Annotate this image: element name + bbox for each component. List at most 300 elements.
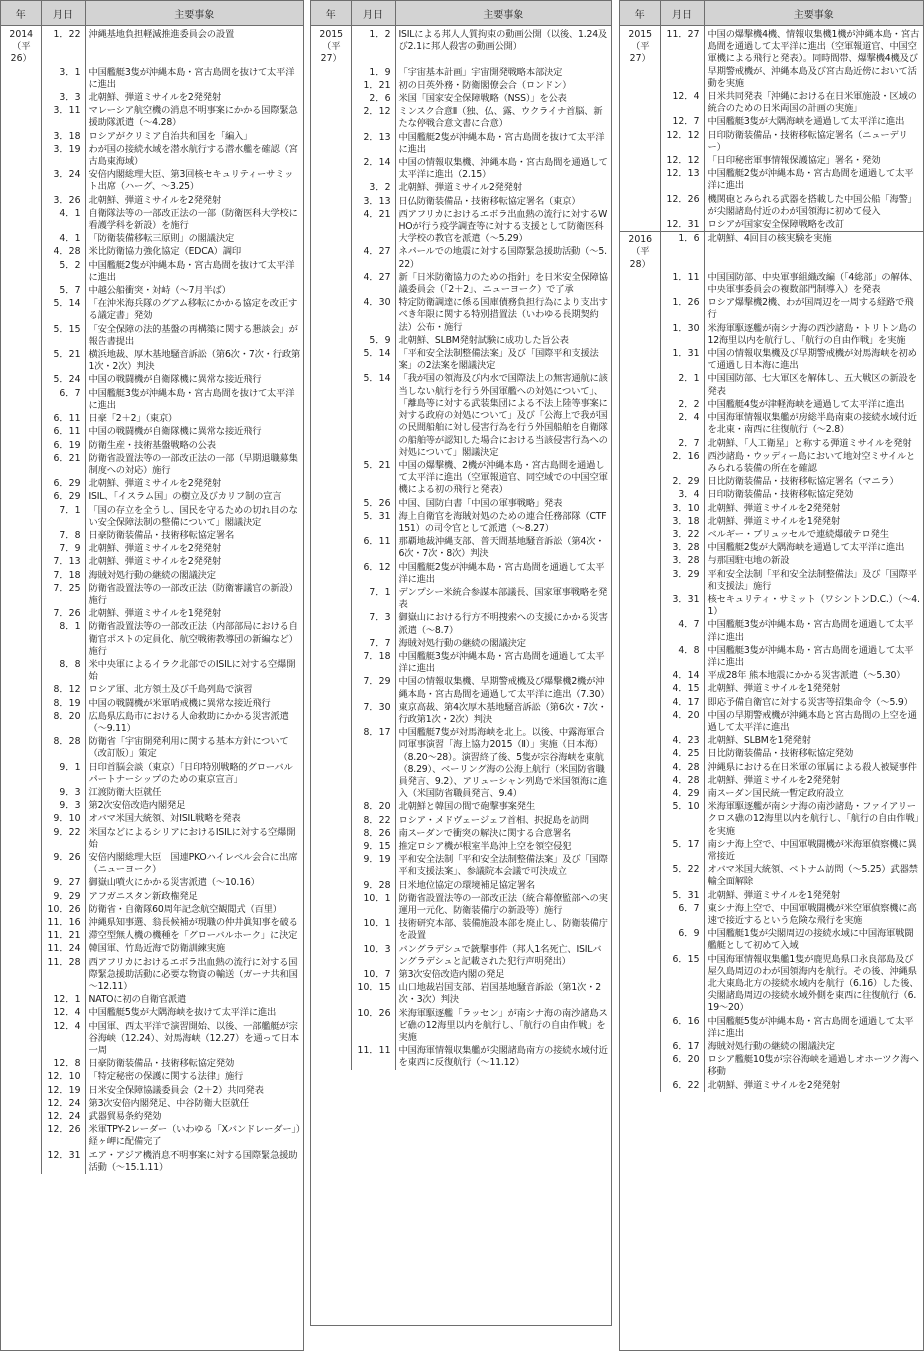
year-cell xyxy=(620,347,660,372)
table-row xyxy=(1,387,303,412)
event-cell: 東京高裁、第4次厚木基地騒音訴訟（第6次・7次・行政第1次・2次）判決 xyxy=(398,701,607,725)
table-row xyxy=(311,535,611,560)
event-cell: 中国艦艇7隻が対馬海峡を北上。以後、中露海軍合同軍事演習「海上協力2015（Ⅱ）」実施（日本海）（8.20～28）。演習終了後、5隻が宗谷海峡を東航（8.29）、ベーリング海の公海上航行（米国防省職員発言、9.2）、アリューシャン列島で米国領海に進入（米国防省職員発言、9.4） xyxy=(398,727,608,800)
chronology-column-1 xyxy=(0,0,307,1351)
event-cell: 中国艦艇5隻が大隅海峡を抜けて太平洋に進出 xyxy=(88,1007,277,1019)
table-row xyxy=(620,115,923,128)
event-cell: 中国艦艇2隻が沖縄本島・宮古島間を通過して太平洋に進出 xyxy=(398,561,605,585)
table-row xyxy=(1,284,303,297)
year-cell xyxy=(1,529,41,542)
date-cell: 2．13 xyxy=(351,131,395,156)
date-cell: 3．10 xyxy=(660,502,704,515)
table-row xyxy=(620,528,923,541)
year-cell xyxy=(311,131,351,156)
date-cell: 4．17 xyxy=(660,696,704,709)
table-row xyxy=(311,814,611,827)
table-row xyxy=(311,561,611,586)
event-cell: 米海軍駆逐艦が南シナ海の西沙諸島・トリトン島の12海里以内を航行し、「航行の自由作戦」を実施 xyxy=(707,322,917,346)
table-row xyxy=(1,916,303,929)
table-row xyxy=(620,1053,923,1078)
date-cell: 12．13 xyxy=(660,167,704,192)
event-cell: 中国艦艇4隻が津軽海峡を通過して太平洋に進出 xyxy=(707,398,905,410)
table-row xyxy=(620,902,923,927)
table-row xyxy=(1,194,303,207)
date-cell: 12．4 xyxy=(41,1006,85,1019)
year-cell xyxy=(620,554,660,567)
event-cell: 米海軍駆逐艦が南シナ海の南沙諸島・ファイアリークロス礁の12海里以内を航行し、「航行の自由作戦」を実施 xyxy=(707,801,919,837)
event-cell: ISIL、「イスラム国」の樹立及びカリフ制の宣言 xyxy=(88,491,282,503)
event-cell: 平成28年 熊本地震にかかる災害派遣（～5.30） xyxy=(707,670,906,682)
year-cell xyxy=(1,1149,41,1174)
year-cell xyxy=(311,853,351,878)
date-cell: 7．18 xyxy=(351,650,395,675)
table-row xyxy=(1,683,303,696)
date-cell: 6．7 xyxy=(660,902,704,927)
year-cell xyxy=(620,774,660,787)
event-cell: ロシアがクリミア自治共和国を「編入」 xyxy=(88,130,253,142)
table-row xyxy=(311,26,611,66)
event-cell: 「宇宙基本計画」宇宙開発戦略本部決定 xyxy=(398,66,563,78)
table-row xyxy=(1,735,303,760)
date-cell: 2．7 xyxy=(660,437,704,450)
year-cell xyxy=(620,889,660,902)
date-cell: 12．4 xyxy=(660,90,704,115)
event-cell: 中越公船衝突・対峙（～7月半ば） xyxy=(88,285,231,297)
year-cell xyxy=(1,942,41,955)
event-cell: 日豪「2＋2」（東京） xyxy=(88,413,178,425)
table-row xyxy=(620,838,923,863)
year-cell xyxy=(311,1007,351,1045)
table-row xyxy=(1,490,303,503)
date-cell: 6．20 xyxy=(660,1053,704,1078)
year-cell xyxy=(311,586,351,611)
date-cell: 8．19 xyxy=(41,697,85,710)
year-cell xyxy=(620,193,660,218)
table-row xyxy=(311,181,611,194)
year-cell xyxy=(1,761,41,786)
date-cell: 2．2 xyxy=(660,398,704,411)
table-row xyxy=(311,66,611,79)
year-cell xyxy=(311,208,351,246)
date-cell: 4．14 xyxy=(660,669,704,682)
event-cell: 北朝鮮、弾道ミサイルを2発発射 xyxy=(88,556,221,568)
table-row xyxy=(620,953,923,1015)
date-cell: 8．1 xyxy=(41,620,85,658)
year-cell xyxy=(620,644,660,669)
table-row xyxy=(620,488,923,501)
date-cell: 3．4 xyxy=(660,488,704,501)
table-row xyxy=(1,826,303,851)
date-cell: 9．3 xyxy=(41,799,85,812)
year-cell xyxy=(1,439,41,452)
date-cell: 9．10 xyxy=(41,812,85,825)
date-cell: 4．30 xyxy=(351,296,395,334)
year-cell xyxy=(1,683,41,696)
table-row xyxy=(620,593,923,618)
year-cell xyxy=(1,1070,41,1083)
table-row xyxy=(620,618,923,643)
date-cell: 10．1 xyxy=(351,892,395,917)
date-cell: 5．21 xyxy=(41,348,85,373)
year-cell xyxy=(620,593,660,618)
table-row xyxy=(1,143,303,168)
year-cell xyxy=(311,650,351,675)
year-cell xyxy=(1,542,41,555)
event-cell: 中国軍、西太平洋で演習開始、以後、一部艦艇が宗谷海峡（12.24）、対馬海峡（12.27）を通って日本一周 xyxy=(88,1020,299,1057)
event-cell: 西アフリカにおけるエボラ出血熱の流行に対するWHOが行う疫学調査等に対する支援として防衛医科大学校の教官を派遣（～5.29） xyxy=(398,208,608,245)
date-cell: 6．29 xyxy=(41,477,85,490)
date-cell: 7．1 xyxy=(41,504,85,529)
table-row xyxy=(311,827,611,840)
event-cell: 日米安全保障協議委員会（2＋2）共同発表 xyxy=(88,1084,264,1096)
date-cell: 5．14 xyxy=(351,347,395,372)
event-cell: アフガニスタン新政権発足 xyxy=(88,890,198,902)
table-row xyxy=(1,207,303,232)
table-row xyxy=(1,942,303,955)
date-cell: 9．28 xyxy=(351,879,395,892)
year-cell: 2014 （平26） xyxy=(1,26,41,66)
table-row xyxy=(1,582,303,607)
table-row xyxy=(1,1006,303,1019)
year-cell xyxy=(620,450,660,475)
table-row xyxy=(311,637,611,650)
table-row xyxy=(1,620,303,658)
event-cell: 中国艦艇3隻が大隅海峡を通過して太平洋に進出 xyxy=(707,116,905,128)
table-row xyxy=(620,1079,923,1092)
year-cell xyxy=(1,956,41,994)
year-cell xyxy=(311,510,351,535)
year-cell xyxy=(1,710,41,735)
year-cell xyxy=(620,528,660,541)
event-cell: 海賊対処行動の継続の閣議決定 xyxy=(707,1041,835,1053)
year-cell xyxy=(620,411,660,436)
date-cell: 1．6 xyxy=(660,232,704,271)
year-cell xyxy=(620,541,660,554)
table-row xyxy=(1,1057,303,1070)
date-cell: 11．28 xyxy=(41,956,85,994)
event-cell: 日比防衛装備品・技術移転協定発効 xyxy=(707,748,854,760)
event-cell: 海上自衛官を海賊対処のための連合任務部隊（CTF151）の司令官として派遣（～8.27） xyxy=(398,510,607,534)
date-cell: 6．15 xyxy=(660,953,704,1015)
event-cell: 防衛省「宇宙開発利用に関する基本方針について（改訂版）」策定 xyxy=(88,736,289,760)
event-cell: 米海軍駆逐艦「ラッセン」が南シナ海の南沙諸島スビ礁の12海里以内を航行し、「航行の自由作戦」を実施 xyxy=(398,1007,608,1044)
table-row xyxy=(620,232,923,271)
event-cell: 日豪防衛装備品・技術移転協定署名 xyxy=(88,529,235,541)
year-cell xyxy=(1,607,41,620)
event-cell: 北朝鮮、弾道ミサイルを2発発射 xyxy=(707,774,840,786)
event-cell: 北朝鮮、弾道ミサイルを1発発射 xyxy=(707,683,840,695)
date-cell: 8．20 xyxy=(351,800,395,813)
date-cell: 4．27 xyxy=(351,271,395,296)
year-cell xyxy=(1,490,41,503)
event-cell: 「平和安全法制整備法案」及び「国際平和支援法案」の2法案を閣議決定 xyxy=(398,348,599,372)
year-cell xyxy=(1,245,41,258)
date-cell: 6．22 xyxy=(660,1079,704,1092)
event-cell: 「国の存立を全うし、国民を守るための切れ目のない安全保障法制の整備について」閣議決定 xyxy=(88,504,298,528)
table-row xyxy=(620,863,923,888)
event-cell: 西沙諸島・ウッディー島において地対空ミサイルとみられる装備の所在を確認 xyxy=(707,450,916,474)
date-cell: 3．18 xyxy=(660,515,704,528)
date-cell: 9．19 xyxy=(351,853,395,878)
table-row xyxy=(620,761,923,774)
year-cell xyxy=(311,561,351,586)
year-cell xyxy=(1,143,41,168)
date-cell: 6．11 xyxy=(351,535,395,560)
year-cell xyxy=(311,968,351,981)
date-cell: 5．31 xyxy=(351,510,395,535)
year-cell xyxy=(1,232,41,245)
year-cell xyxy=(311,79,351,92)
event-cell: 安倍内閣総理大臣 国連PKOハイレベル会合に出席（ニューヨーク） xyxy=(88,852,298,876)
date-cell: 12．26 xyxy=(660,193,704,218)
event-cell: 南スーダンで衝突の解決に関する合意署名 xyxy=(398,827,571,839)
event-cell: 核セキュリティ・サミット（ワシントンD.C.）（～4.1） xyxy=(707,593,920,618)
year-cell xyxy=(1,259,41,284)
table-row xyxy=(620,541,923,554)
event-cell: 「防衛装備移転三原則」の閣議決定 xyxy=(88,233,235,245)
year-cell xyxy=(1,890,41,903)
date-cell: 3．28 xyxy=(660,554,704,567)
table-row xyxy=(1,1084,303,1097)
table-row xyxy=(1,1097,303,1110)
table-row xyxy=(1,929,303,942)
event-cell: ベルギー・ブリュッセルで連続爆破テロ発生 xyxy=(707,528,889,540)
event-cell: 沖縄基地負担軽減推進委員会の設置 xyxy=(88,29,235,40)
date-cell: 7．30 xyxy=(351,701,395,726)
table-row xyxy=(1,1110,303,1123)
table-row xyxy=(620,398,923,411)
event-cell: 韓国軍、竹島近海で防衛訓練実施 xyxy=(88,943,225,955)
year-cell xyxy=(1,1110,41,1123)
year-cell xyxy=(620,437,660,450)
chronology-table-2 xyxy=(311,1,611,1070)
table-row xyxy=(1,297,303,322)
event-cell: 技術研究本部、装備施設本部を廃止し、防衛装備庁を設置 xyxy=(398,918,608,942)
event-cell: 第3次安倍内閣発足、中谷防衛大臣就任 xyxy=(88,1097,249,1109)
table-row xyxy=(1,373,303,386)
table-row xyxy=(1,529,303,542)
date-cell: 4．29 xyxy=(660,787,704,800)
year-cell xyxy=(620,322,660,347)
date-cell: 3．3 xyxy=(41,91,85,104)
date-cell: 1．30 xyxy=(660,322,704,347)
date-cell: 7．9 xyxy=(41,542,85,555)
event-cell: 日米共同発表「沖縄における在日米軍施設・区域の統合のための日米両国の計画の実施」 xyxy=(707,91,917,115)
date-cell: 12．1 xyxy=(41,993,85,1006)
table-row xyxy=(1,425,303,438)
date-cell: 3．2 xyxy=(351,181,395,194)
year-cell xyxy=(620,669,660,682)
year-cell xyxy=(620,1015,660,1040)
year-header: 年 xyxy=(1,1,41,26)
year-cell xyxy=(311,156,351,181)
event-cell: 北朝鮮、弾道ミサイルを2発発射 xyxy=(88,194,221,206)
year-cell xyxy=(311,372,351,458)
year-cell xyxy=(620,568,660,593)
year-cell xyxy=(620,1053,660,1078)
date-cell: 2．16 xyxy=(660,450,704,475)
table-row xyxy=(1,477,303,490)
year-cell xyxy=(311,347,351,372)
year-cell xyxy=(1,130,41,143)
table-row xyxy=(620,774,923,787)
table-row xyxy=(1,1123,303,1148)
event-cell: 中国海軍情報収集艦1隻が鹿児島県口永良部島及び屋久島周辺のわが国領海内を航行。その後、沖縄県北大東島北方の接続水域内を航行（6.16）した後、尖閣諸島周辺の接続水域外側を東西に往復航行（6.19～20） xyxy=(707,953,919,1014)
table-row xyxy=(620,154,923,167)
year-cell xyxy=(620,90,660,115)
date-cell: 10．1 xyxy=(351,917,395,942)
date-cell: 4．8 xyxy=(660,644,704,669)
date-cell: 3．11 xyxy=(41,104,85,129)
date-cell: 8．12 xyxy=(41,683,85,696)
date-cell: 1．21 xyxy=(351,79,395,92)
date-cell: 2．4 xyxy=(660,411,704,436)
event-cell: 中国艦艇3隻が沖縄本島・宮古島間を抜けて太平洋に進出 xyxy=(88,387,295,411)
event-cell: ネパールでの地震に対する国際緊急援助活動（～5.22） xyxy=(398,246,607,270)
event-header: 主要事象 xyxy=(704,1,923,26)
year-cell xyxy=(311,271,351,296)
event-cell: 日印防衛装備品・技術移転協定発効 xyxy=(707,489,854,501)
table-row xyxy=(311,195,611,208)
table-row xyxy=(620,90,923,115)
date-cell: 10．15 xyxy=(351,981,395,1006)
table-row xyxy=(620,747,923,760)
event-cell: 北朝鮮、弾道ミサイルを1発発射 xyxy=(88,608,221,620)
year-cell xyxy=(1,1057,41,1070)
year-cell xyxy=(1,412,41,425)
table-row xyxy=(1,130,303,143)
table-row xyxy=(311,1007,611,1045)
date-cell: 12．26 xyxy=(41,1123,85,1148)
date-cell: 1．11 xyxy=(660,271,704,296)
event-cell: 防衛省設置法等の一部改正法（防衛審議官の新設）施行 xyxy=(88,582,298,606)
table-row xyxy=(620,696,923,709)
event-cell: 特定防衛調達に係る国庫債務負担行為により支出すべき年限に関する特別措置法（いわゆる長期契約法）公布・施行 xyxy=(398,297,608,333)
chronology-table-1 xyxy=(1,1,307,1174)
year-cell xyxy=(620,398,660,411)
table-row xyxy=(620,644,923,669)
table-row xyxy=(1,786,303,799)
date-cell: 7．25 xyxy=(41,582,85,607)
year-cell xyxy=(1,620,41,658)
date-cell: 4．1 xyxy=(41,232,85,245)
date-cell: 9．1 xyxy=(41,761,85,786)
event-cell: 中国の情報収集機及び早期警戒機が対馬海峡を初めて通過し日本海に進出 xyxy=(707,348,917,372)
date-cell: 1．9 xyxy=(351,66,395,79)
date-cell: 2．29 xyxy=(660,475,704,488)
table-row xyxy=(311,79,611,92)
date-cell: 3．22 xyxy=(660,528,704,541)
event-cell: 那覇地裁沖縄支部、普天間基地騒音訴訟（第4次・6次・7次・8次）判決 xyxy=(398,536,605,560)
event-cell: 平和安全法制「平和安全法制整備法案」及び「国際平和支援法案」、参議院本会議で可決成立 xyxy=(398,854,608,878)
date-cell: 1．22 xyxy=(41,26,85,66)
year-cell xyxy=(1,658,41,683)
year-cell xyxy=(620,154,660,167)
event-cell: オバマ米国大統領、対ISIL戦略を発表 xyxy=(88,813,241,825)
table-row xyxy=(1,168,303,193)
date-cell: 7．18 xyxy=(41,569,85,582)
date-cell: 5．26 xyxy=(351,497,395,510)
year-cell xyxy=(1,194,41,207)
event-cell: 「特定秘密の保護に関する法律」施行 xyxy=(88,1071,244,1083)
table-row xyxy=(620,167,923,192)
year-cell xyxy=(1,735,41,760)
year-cell xyxy=(311,195,351,208)
event-header: 主要事象 xyxy=(85,1,303,26)
date-cell: 10．26 xyxy=(41,903,85,916)
date-header: 月日 xyxy=(41,1,85,26)
event-cell: ロシア軍、北方領土及び千島列島で演習 xyxy=(88,684,253,696)
year-cell xyxy=(311,181,351,194)
table-row xyxy=(311,840,611,853)
table-row xyxy=(620,1040,923,1053)
date-cell: 8．22 xyxy=(351,814,395,827)
event-cell: 第3次安倍改造内閣の発足 xyxy=(398,969,505,981)
event-cell: 南シナ海上空で、中国軍戦闘機が米海軍偵察機に異常接近 xyxy=(707,838,917,862)
table-row xyxy=(620,450,923,475)
year-cell xyxy=(1,1006,41,1019)
date-cell: 11．11 xyxy=(351,1044,395,1069)
table-row xyxy=(1,569,303,582)
event-cell: 「在沖米海兵隊のグアム移転にかかる協定を改正する議定書」発効 xyxy=(88,298,298,322)
year-cell xyxy=(1,851,41,876)
table-row xyxy=(311,245,611,270)
table-row xyxy=(1,439,303,452)
year-cell xyxy=(620,787,660,800)
date-cell: 4．21 xyxy=(351,208,395,246)
year-cell: 2015 （平27） xyxy=(311,26,351,66)
date-cell: 9．27 xyxy=(41,876,85,889)
year-cell xyxy=(311,296,351,334)
year-cell xyxy=(311,814,351,827)
year-cell xyxy=(620,747,660,760)
date-cell: 4．1 xyxy=(41,207,85,232)
year-cell xyxy=(1,91,41,104)
date-cell: 6．16 xyxy=(660,1015,704,1040)
event-cell: 北朝鮮、弾道ミサイルを2発発射 xyxy=(88,92,221,104)
date-cell: 7．13 xyxy=(41,555,85,568)
year-cell xyxy=(620,502,660,515)
date-cell: 5．7 xyxy=(41,284,85,297)
table-row xyxy=(311,334,611,347)
table-row xyxy=(311,156,611,181)
table-row xyxy=(1,799,303,812)
event-cell: 「我が国の領海及び内水で国際法上の無害通航に該当しない航行を行う外国軍艦への対処について」、「離島等に対する武装集団による不法上陸等事案に対する政府の対処について」及び「公海上で我が国の民間船舶に対し侵害行為を行う外国船舶を自衛隊の船舶等が認知した場合における当該侵害行為への対処について」閣議決定 xyxy=(398,373,608,458)
year-cell xyxy=(311,701,351,726)
event-cell: 日比防衛装備品・技術移転協定署名（マニラ） xyxy=(707,476,899,488)
year-cell xyxy=(620,1079,660,1092)
table-row xyxy=(1,851,303,876)
table-row xyxy=(620,682,923,695)
year-cell xyxy=(620,682,660,695)
date-cell: 7．7 xyxy=(351,637,395,650)
event-cell: ロシアが国家安全保障戦略を改訂 xyxy=(707,219,844,231)
table-row xyxy=(1,104,303,129)
date-cell: 3．24 xyxy=(41,168,85,193)
year-cell xyxy=(620,271,660,296)
table-row xyxy=(311,510,611,535)
year-cell: 2015 （平27） xyxy=(620,26,660,91)
year-cell xyxy=(311,943,351,968)
year-cell xyxy=(311,66,351,79)
table-row xyxy=(311,459,611,497)
year-cell xyxy=(311,334,351,347)
year-cell xyxy=(1,799,41,812)
table-row xyxy=(1,1149,303,1174)
date-cell: 4．23 xyxy=(660,734,704,747)
event-cell: マレーシア航空機の消息不明事案にかかる国際緊急援助隊派遣（～4.28） xyxy=(88,105,298,129)
table-row xyxy=(311,372,611,458)
